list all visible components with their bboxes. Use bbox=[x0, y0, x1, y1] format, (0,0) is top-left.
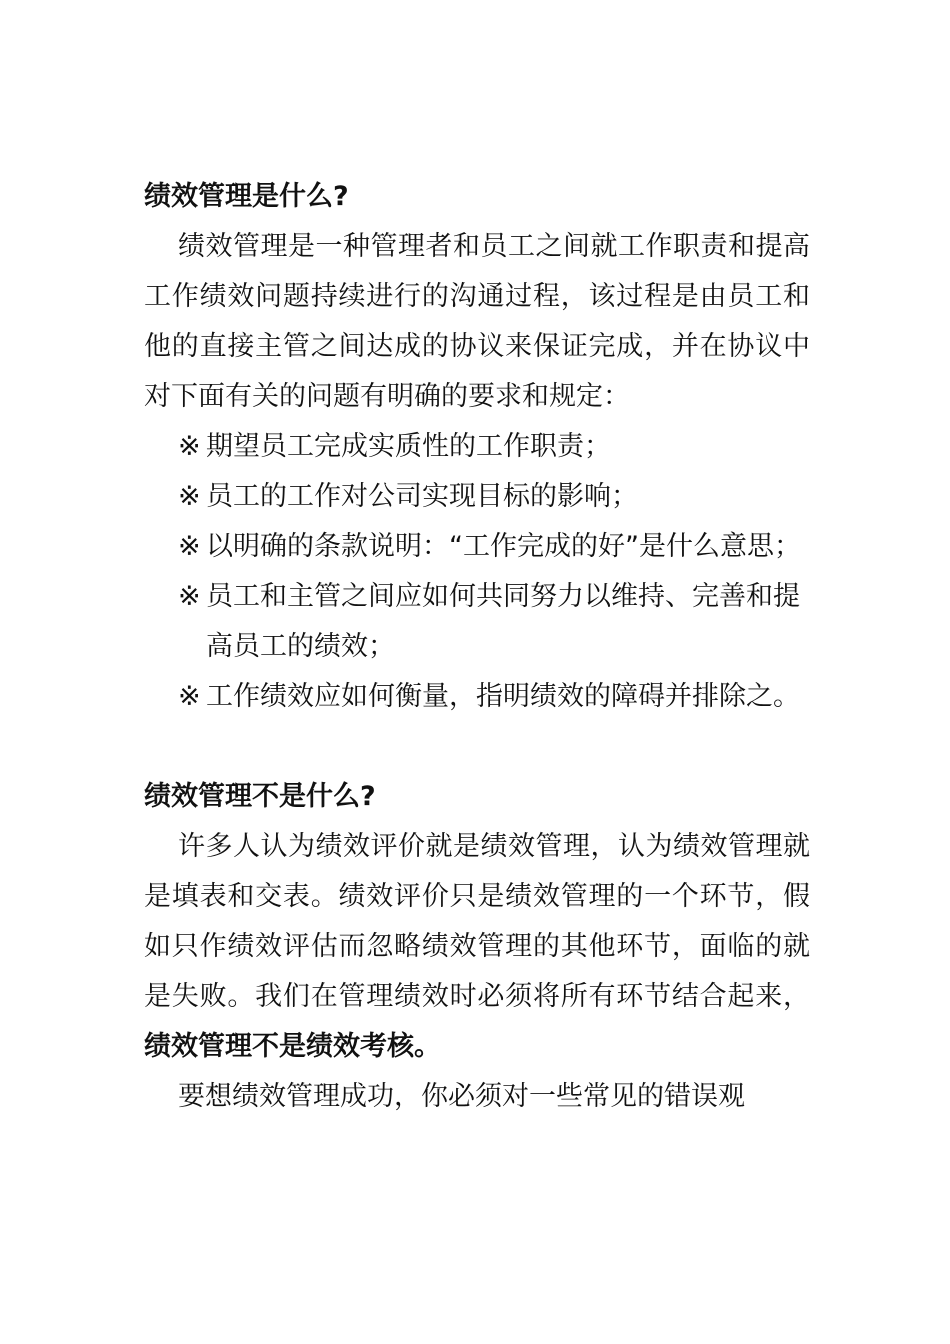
list-item-text: 员工的工作对公司实现目标的影响； bbox=[206, 481, 638, 512]
list-item-text: 以明确的条款说明：“工作完成的好”是什么意思； bbox=[206, 531, 801, 562]
definition-paragraph: 绩效管理是一种管理者和员工之间就工作职责和提高工作绩效问题持续进行的沟通过程，该过程是由员工和他的直接主管之间达成的协议来保证完成，并在协议中对下面有关的问题有明确的要求和规定： bbox=[144, 231, 810, 412]
list-item bbox=[178, 572, 810, 672]
reference-mark-icon: ※ bbox=[178, 581, 201, 612]
section-heading-what-is: 绩效管理是什么? bbox=[144, 181, 349, 212]
reference-mark-icon: ※ bbox=[178, 531, 201, 562]
section-heading-what-is-not: 绩效管理不是什么? bbox=[144, 781, 376, 812]
closing-paragraph: 要想绩效管理成功，你必须对一些常见的错误观 bbox=[178, 1081, 745, 1112]
section-spacer bbox=[144, 722, 810, 772]
reference-mark-icon: ※ bbox=[178, 481, 201, 512]
list-item bbox=[178, 672, 810, 722]
misconception-paragraph bbox=[144, 822, 810, 1072]
list-item-text: 期望员工完成实质性的工作职责； bbox=[206, 431, 611, 462]
document-body bbox=[144, 172, 810, 1122]
reference-mark-icon: ※ bbox=[178, 431, 201, 462]
list-item bbox=[178, 472, 810, 522]
list-item-text: 工作绩效应如何衡量，指明绩效的障碍并排除之。 bbox=[206, 681, 800, 712]
misconception-text: 许多人认为绩效评价就是绩效管理，认为绩效管理就是填表和交表。绩效评价只是绩效管理的一个环节，假如只作绩效评估而忽略绩效管理的其他环节，面临的就是失败。我们在管理绩效时必须将所有环节结合起来， bbox=[144, 831, 810, 1012]
requirements-list bbox=[144, 422, 810, 722]
key-statement: 绩效管理不是绩效考核。 bbox=[144, 1031, 441, 1062]
list-item bbox=[178, 422, 810, 472]
list-item-text: 员工和主管之间应如何共同努力以维持、完善和提高员工的绩效； bbox=[206, 581, 800, 662]
reference-mark-icon: ※ bbox=[178, 681, 201, 712]
list-item bbox=[178, 522, 810, 572]
